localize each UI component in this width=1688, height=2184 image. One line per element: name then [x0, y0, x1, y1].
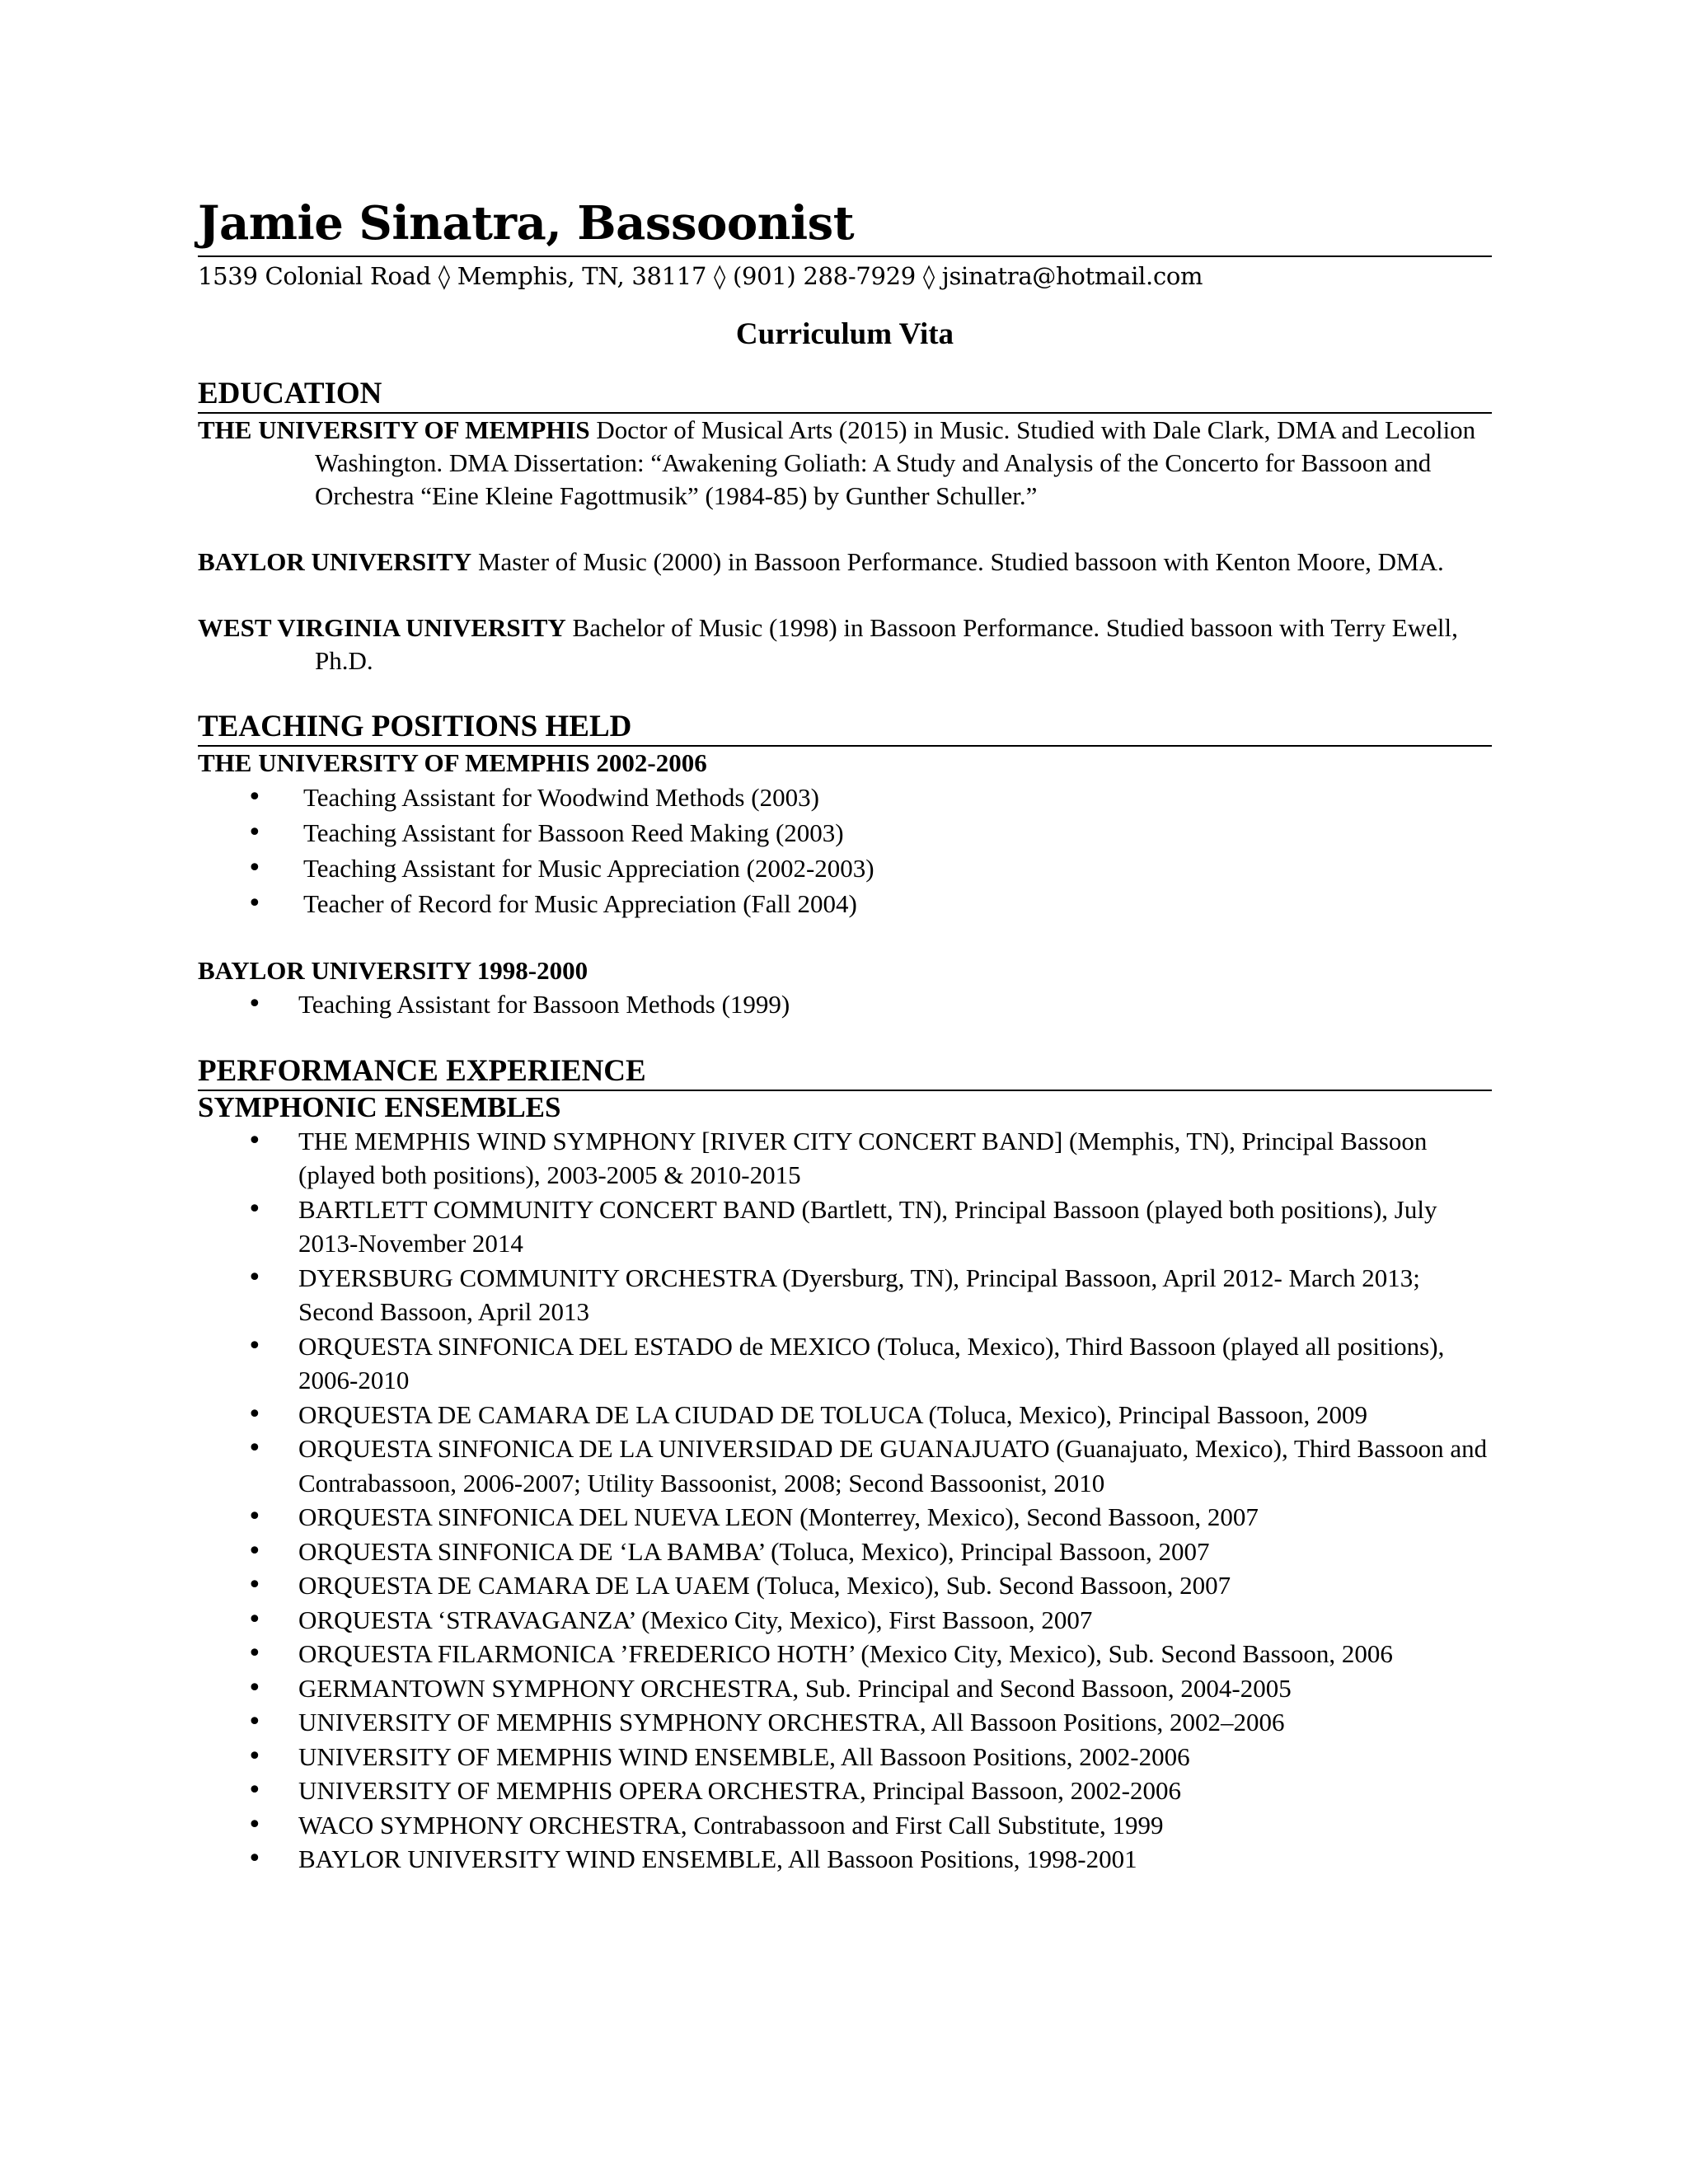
list-item: • GERMANTOWN SYMPHONY ORCHESTRA, Sub. Principal and Second Bassoon, 2004-2005	[198, 1671, 1492, 1706]
list-item: • ORQUESTA ‘STRAVAGANZA’ (Mexico City, Mexico), First Bassoon, 2007	[198, 1603, 1492, 1638]
section-heading-teaching: TEACHING POSITIONS HELD	[198, 709, 1492, 747]
teaching-list	[198, 987, 1492, 1022]
teaching-group-title: THE UNIVERSITY OF MEMPHIS 2002-2006	[198, 748, 707, 777]
spacer	[198, 921, 1492, 954]
education-entry	[198, 546, 1492, 579]
list-item: • ORQUESTA FILARMONICA ’FREDERICO HOTH’ (Mexico City, Mexico), Sub. Second Bassoon, 2006	[198, 1637, 1492, 1671]
spacer	[198, 677, 1492, 709]
education-school: WEST VIRGINIA UNIVERSITY	[198, 613, 566, 642]
teaching-group-title: BAYLOR UNIVERSITY 1998-2000	[198, 956, 588, 985]
cv-content	[198, 191, 1492, 1877]
education-details: Doctor of Musical Arts (2015) in Music. Studied with Dale Clark, DMA and Lecolion Washington. DMA Dissertation: “Awakening Goliath: A Study and Analysis of the Concerto for Bassoon and Orchestra “Eine Kleine Fagottmusik” (1984-85) by Gunther Schuller.”	[315, 415, 1476, 510]
list-item: • ORQUESTA SINFONICA DEL NUEVA LEON (Monterrey, Mexico), Second Bassoon, 2007	[198, 1500, 1492, 1535]
applicant-name: Jamie Sinatra, Bassoonist	[198, 191, 1492, 257]
list-item: • WACO SYMPHONY ORCHESTRA, Contrabassoon and First Call Substitute, 1999	[198, 1808, 1492, 1843]
list-item: • Teaching Assistant for Woodwind Methods (2003)	[198, 780, 1492, 815]
teaching-list	[198, 780, 1492, 921]
list-item: • THE MEMPHIS WIND SYMPHONY [RIVER CITY CONCERT BAND] (Memphis, TN), Principal Bassoon (played both positions), 2003-2005 & 2010-2015	[198, 1124, 1492, 1193]
ensemble-list	[198, 1124, 1492, 1877]
spacer	[198, 579, 1492, 612]
list-item: • Teaching Assistant for Bassoon Methods (1999)	[198, 987, 1492, 1022]
list-item: • UNIVERSITY OF MEMPHIS OPERA ORCHESTRA, Principal Bassoon, 2002-2006	[198, 1774, 1492, 1808]
section-heading-performance: PERFORMANCE EXPERIENCE	[198, 1053, 1492, 1091]
list-item: • BARTLETT COMMUNITY CONCERT BAND (Bartlett, TN), Principal Bassoon (played both positions), July 2013-November 2014	[198, 1193, 1492, 1261]
list-item: • BAYLOR UNIVERSITY WIND ENSEMBLE, All Bassoon Positions, 1998-2001	[198, 1842, 1492, 1877]
spacer	[198, 1022, 1492, 1053]
education-details: Master of Music (2000) in Bassoon Performance. Studied bassoon with Kenton Moore, DMA.	[471, 547, 1444, 576]
list-item: • UNIVERSITY OF MEMPHIS SYMPHONY ORCHESTRA, All Bassoon Positions, 2002–2006	[198, 1705, 1492, 1740]
education-entry	[198, 612, 1492, 677]
section-heading-education: EDUCATION	[198, 376, 1492, 414]
education-school: BAYLOR UNIVERSITY	[198, 547, 472, 576]
list-item: • ORQUESTA SINFONICA DE LA UNIVERSIDAD DE GUANAJUATO (Guanajuato, Mexico), Third Bassoon and Contrabassoon, 2006-2007; Utility Bassoonist, 2008; Second Bassoonist, 2010	[198, 1432, 1492, 1500]
list-item: • DYERSBURG COMMUNITY ORCHESTRA (Dyersburg, TN), Principal Bassoon, April 2012- March 2013; Second Bassoon, April 2013	[198, 1261, 1492, 1329]
list-item: • Teaching Assistant for Music Appreciation (2002-2003)	[198, 851, 1492, 886]
list-item: • Teaching Assistant for Bassoon Reed Making (2003)	[198, 815, 1492, 851]
education-details: Bachelor of Music (1998) in Bassoon Performance. Studied bassoon with Terry Ewell, Ph.D.	[315, 613, 1458, 675]
list-item: • ORQUESTA SINFONICA DEL ESTADO de MEXICO (Toluca, Mexico), Third Bassoon (played all positions), 2006-2010	[198, 1329, 1492, 1398]
list-item: • ORQUESTA SINFONICA DE ‘LA BAMBA’ (Toluca, Mexico), Principal Bassoon, 2007	[198, 1535, 1492, 1569]
list-item: • ORQUESTA DE CAMARA DE LA CIUDAD DE TOLUCA (Toluca, Mexico), Principal Bassoon, 2009	[198, 1398, 1492, 1432]
contact-line: 1539 Colonial Road ◊ Memphis, TN, 38117 ◊ (901) 288-7929 ◊ jsinatra@hotmail.com	[198, 262, 1203, 290]
list-item: • Teacher of Record for Music Appreciation (Fall 2004)	[198, 886, 1492, 921]
document-title: Curriculum Vita	[735, 317, 954, 351]
education-entry	[198, 414, 1492, 513]
list-item: • ORQUESTA DE CAMARA DE LA UAEM (Toluca, Mexico), Sub. Second Bassoon, 2007	[198, 1568, 1492, 1603]
performance-subheading: SYMPHONIC ENSEMBLES	[198, 1090, 561, 1123]
spacer	[198, 513, 1492, 546]
education-school: THE UNIVERSITY OF MEMPHIS	[198, 415, 590, 444]
list-item: • UNIVERSITY OF MEMPHIS WIND ENSEMBLE, All Bassoon Positions, 2002-2006	[198, 1740, 1492, 1774]
